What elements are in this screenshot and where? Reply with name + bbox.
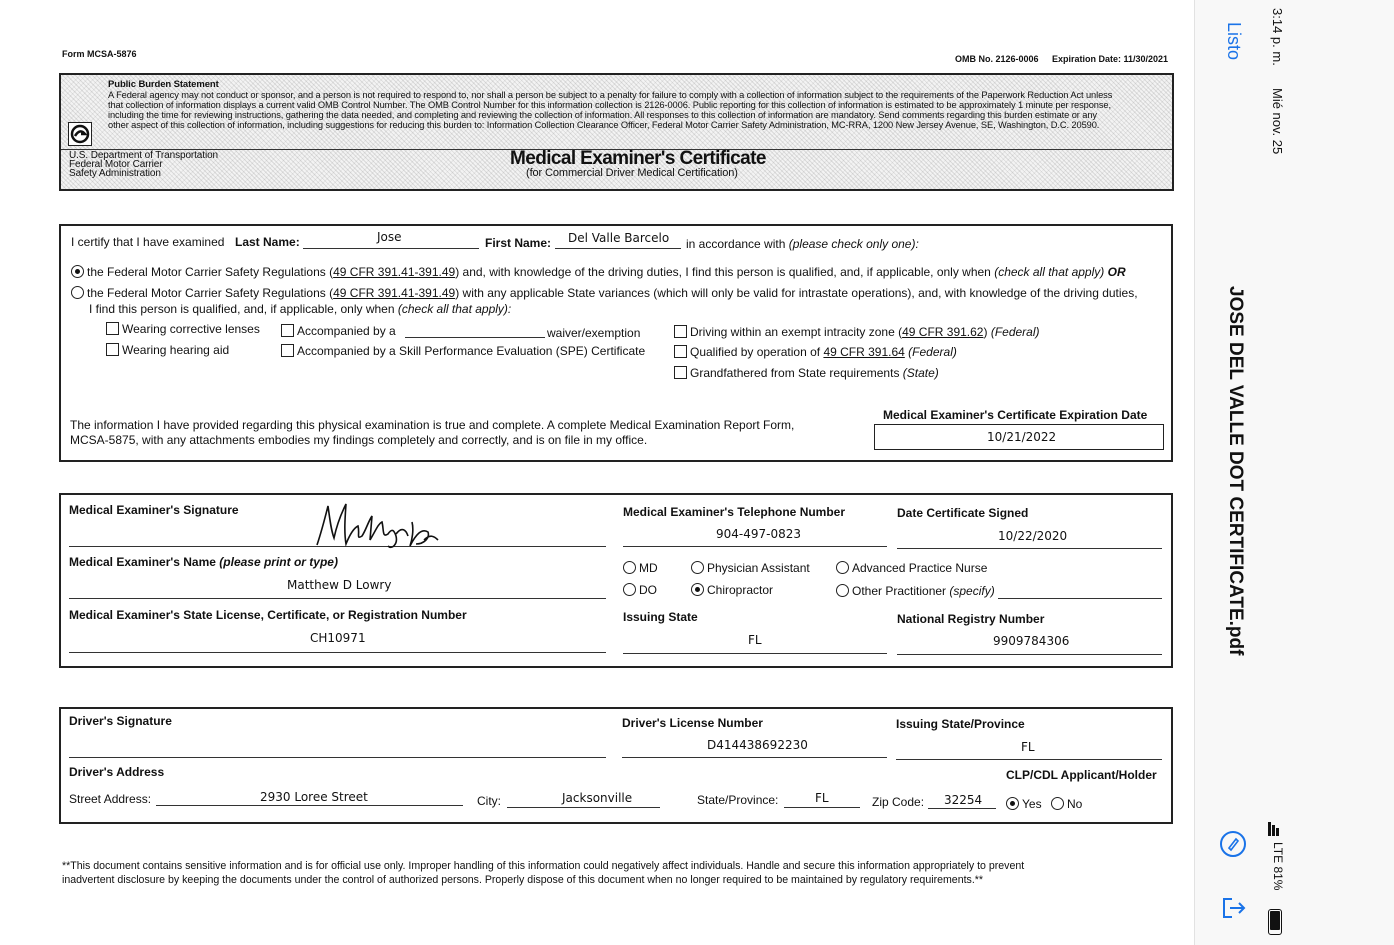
expiration-label: Medical Examiner's Certificate Expiration Date (883, 408, 1148, 422)
date-signed-value: 10/22/2020 (998, 529, 1068, 543)
radio-icon[interactable] (71, 286, 84, 299)
footer-notice-line: inadvertent disclosure by keeping the documents under the control of authorized persons. Properly dispose of this document when no longer required to be maintained by regulatory requirements.** (62, 874, 984, 886)
first-name-value: Del Valle Barcelo (568, 231, 670, 245)
battery-icon (1268, 909, 1282, 935)
radio-icon[interactable] (691, 561, 704, 574)
radio-physician-assistant[interactable]: Physician Assistant (691, 561, 810, 575)
checkbox-grandfathered[interactable]: Grandfathered from State requirements (State) (674, 366, 939, 380)
burden-line: other aspect of this collection of information, including suggestions for reducing this burden to: Information Collection Clearance Officer, Federal Motor Carrier Safety Administration, MC-RRA, 1200 New Jersey Avenue, SE, Washington, D.C. 20590. (108, 120, 1100, 130)
city-value: Jacksonville (562, 791, 633, 805)
radio-icon[interactable] (836, 584, 849, 597)
last-name-value: Jose (377, 230, 402, 244)
examiner-license-label: Medical Examiner's State License, Certificate, or Registration Number (69, 608, 467, 622)
registry-value: 9909784306 (993, 634, 1070, 648)
zip-label: Zip Code: (872, 795, 925, 809)
street-label: Street Address: (69, 792, 152, 806)
certify-intro: I certify that I have examined (71, 235, 225, 249)
omb-number: OMB No. 2126-0006 (955, 54, 1039, 64)
driver-license-label: Driver's License Number (622, 716, 763, 730)
first-name-label: First Name: (485, 236, 552, 250)
radio-selected-icon[interactable] (691, 583, 704, 596)
driver-address-label: Driver's Address (69, 765, 165, 779)
radio-selected-icon[interactable] (1006, 797, 1019, 810)
issuing-state-label: Issuing State (623, 610, 698, 624)
radio-clp-no[interactable]: No (1051, 797, 1082, 811)
form-title: Medical Examiner's Certificate (510, 148, 766, 169)
checkbox-qualified-operation[interactable]: Qualified by operation of 49 CFR 391.64 (Federal) (674, 345, 957, 359)
clp-cdl-label: CLP/CDL Applicant/Holder (1006, 768, 1157, 782)
issuing-state-value: FL (748, 633, 762, 647)
radio-other-practitioner[interactable]: Other Practitioner (specify) (836, 584, 995, 598)
checkbox-hearing-aid[interactable]: Wearing hearing aid (106, 343, 229, 357)
zip-value: 32254 (944, 793, 983, 807)
examiner-license-value: CH10971 (310, 631, 366, 645)
checkbox-waiver[interactable]: Accompanied by a (281, 324, 396, 338)
document-filename: JOSE DEL VALLE DOT CERTIFICATE.pdf (1225, 286, 1246, 656)
driver-state-value: FL (1021, 740, 1035, 754)
form-header (59, 73, 1174, 191)
statement-line: MCSA-5875, with any attachments embodies my findings completely and correctly, and is on file in my office. (70, 433, 648, 447)
expiration-value: 10/21/2022 (987, 430, 1057, 444)
agency-line: Safety Administration (69, 168, 161, 179)
radio-do[interactable]: DO (623, 583, 657, 597)
radio-selected-icon[interactable] (71, 265, 84, 278)
checkbox-corrective-lenses[interactable]: Wearing corrective lenses (106, 322, 260, 336)
driver-state-label: Issuing State/Province (896, 717, 1025, 731)
statement-line: The information I have provided regarding this physical examination is true and complete. A complete Medical Examination Report Form, (70, 418, 795, 432)
agency-line: U.S. Department of Transportation (69, 150, 218, 161)
checkbox-icon[interactable] (674, 345, 687, 358)
agency-line: Federal Motor Carrier (69, 159, 163, 170)
radio-icon[interactable] (1051, 797, 1064, 810)
option-fmcsr[interactable]: the Federal Motor Carrier Safety Regulations (49 CFR 391.41-391.49) and, with knowledge of the driving duties, I find this person is qualified, and, if applicable, only when (check all that apply) OR (71, 265, 1126, 279)
driver-signature-label: Driver's Signature (69, 714, 172, 728)
date-signed-label: Date Certificate Signed (897, 506, 1029, 520)
stateprov-value: FL (815, 791, 829, 805)
examiner-name-label: Medical Examiner's Name (please print or type) (69, 555, 338, 569)
radio-advanced-practice-nurse[interactable]: Advanced Practice Nurse (836, 561, 987, 575)
form-id: Form MCSA-5876 (62, 49, 137, 59)
stateprov-label: State/Province: (697, 793, 779, 807)
examiner-phone-label: Medical Examiner's Telephone Number (623, 505, 846, 519)
examiner-signature-image (312, 500, 442, 552)
status-date: Mié nov. 25 (1270, 88, 1285, 155)
examiner-signature-label: Medical Examiner's Signature (69, 503, 239, 517)
form-subtitle: (for Commercial Driver Medical Certification) (526, 167, 738, 179)
radio-icon[interactable] (836, 561, 849, 574)
status-time: 3:14 p. m. (1270, 8, 1285, 66)
city-label: City: (477, 794, 501, 808)
waiver-label: waiver/exemption (547, 326, 641, 340)
markup-icon[interactable] (1220, 831, 1246, 857)
checkbox-icon[interactable] (674, 366, 687, 379)
last-name-label: Last Name: (235, 235, 300, 249)
burden-title: Public Burden Statement (108, 79, 219, 90)
burden-line: A Federal agency may not conduct or sponsor, and a person is not required to respond to, nor shall a person be subject to a penalty for failure to comply with a collection of information subject to the requirements of the Paperwork Reduction Act unless (108, 90, 1113, 100)
status-network: LTE 81% (1271, 842, 1285, 891)
done-button[interactable]: Listo (1224, 22, 1244, 61)
radio-clp-yes[interactable]: Yes (1006, 797, 1042, 811)
form-expiration: Expiration Date: 11/30/2021 (1052, 54, 1169, 64)
checkbox-icon[interactable] (281, 344, 294, 357)
examiner-name-value: Matthew D Lowry (287, 578, 392, 592)
checkbox-icon[interactable] (106, 343, 119, 356)
checkbox-icon[interactable] (674, 325, 687, 338)
accordance-text: in accordance with (please check only one): (686, 237, 919, 251)
radio-icon[interactable] (623, 583, 636, 596)
checkbox-icon[interactable] (281, 324, 294, 337)
checkbox-icon[interactable] (106, 322, 119, 335)
signal-icon (1268, 822, 1282, 838)
share-icon[interactable] (1220, 895, 1248, 921)
radio-md[interactable]: MD (623, 561, 658, 575)
expiration-field[interactable] (874, 424, 1164, 450)
option-state-variance[interactable]: the Federal Motor Carrier Safety Regulations (49 CFR 391.41-391.49) with any applicable State variances (which will only be valid for intrastate operations), and, with knowledge of the driving duties, (71, 286, 1138, 300)
app-toolbar (1194, 0, 1394, 945)
radio-chiropractor[interactable]: Chiropractor (691, 583, 773, 597)
footer-notice-line: **This document contains sensitive information and is for official use only. Improper handling of this information could negatively affect individuals. Handle and secure this information appropriately to prevent (62, 860, 1025, 872)
burden-line: that collection of information displays a current valid OMB Control Number. The OMB Control Number for this information collection is 2126-0006. Public reporting for this collection of information is estimated to be approximately 1 minute per response, (108, 100, 1111, 110)
street-value: 2930 Loree Street (260, 790, 368, 804)
radio-icon[interactable] (623, 561, 636, 574)
registry-label: National Registry Number (897, 612, 1045, 626)
checkbox-exempt-zone[interactable]: Driving within an exempt intracity zone (49 CFR 391.62) (Federal) (674, 325, 1040, 339)
checkbox-spe[interactable]: Accompanied by a Skill Performance Evaluation (SPE) Certificate (281, 344, 645, 358)
driver-license-value: D414438692230 (707, 738, 808, 752)
examiner-phone-value: 904-497-0823 (716, 527, 802, 541)
burden-line: including the time for reviewing instructions, gathering the data needed, and completing and reviewing the collection of information. All responses to this collection of information are mandatory. Send comments regarding this burden estimate or any (108, 110, 1097, 120)
option-state-variance-cont: I find this person is qualified, and, if applicable, only when (check all that apply): (89, 302, 512, 316)
dot-logo (68, 122, 92, 146)
